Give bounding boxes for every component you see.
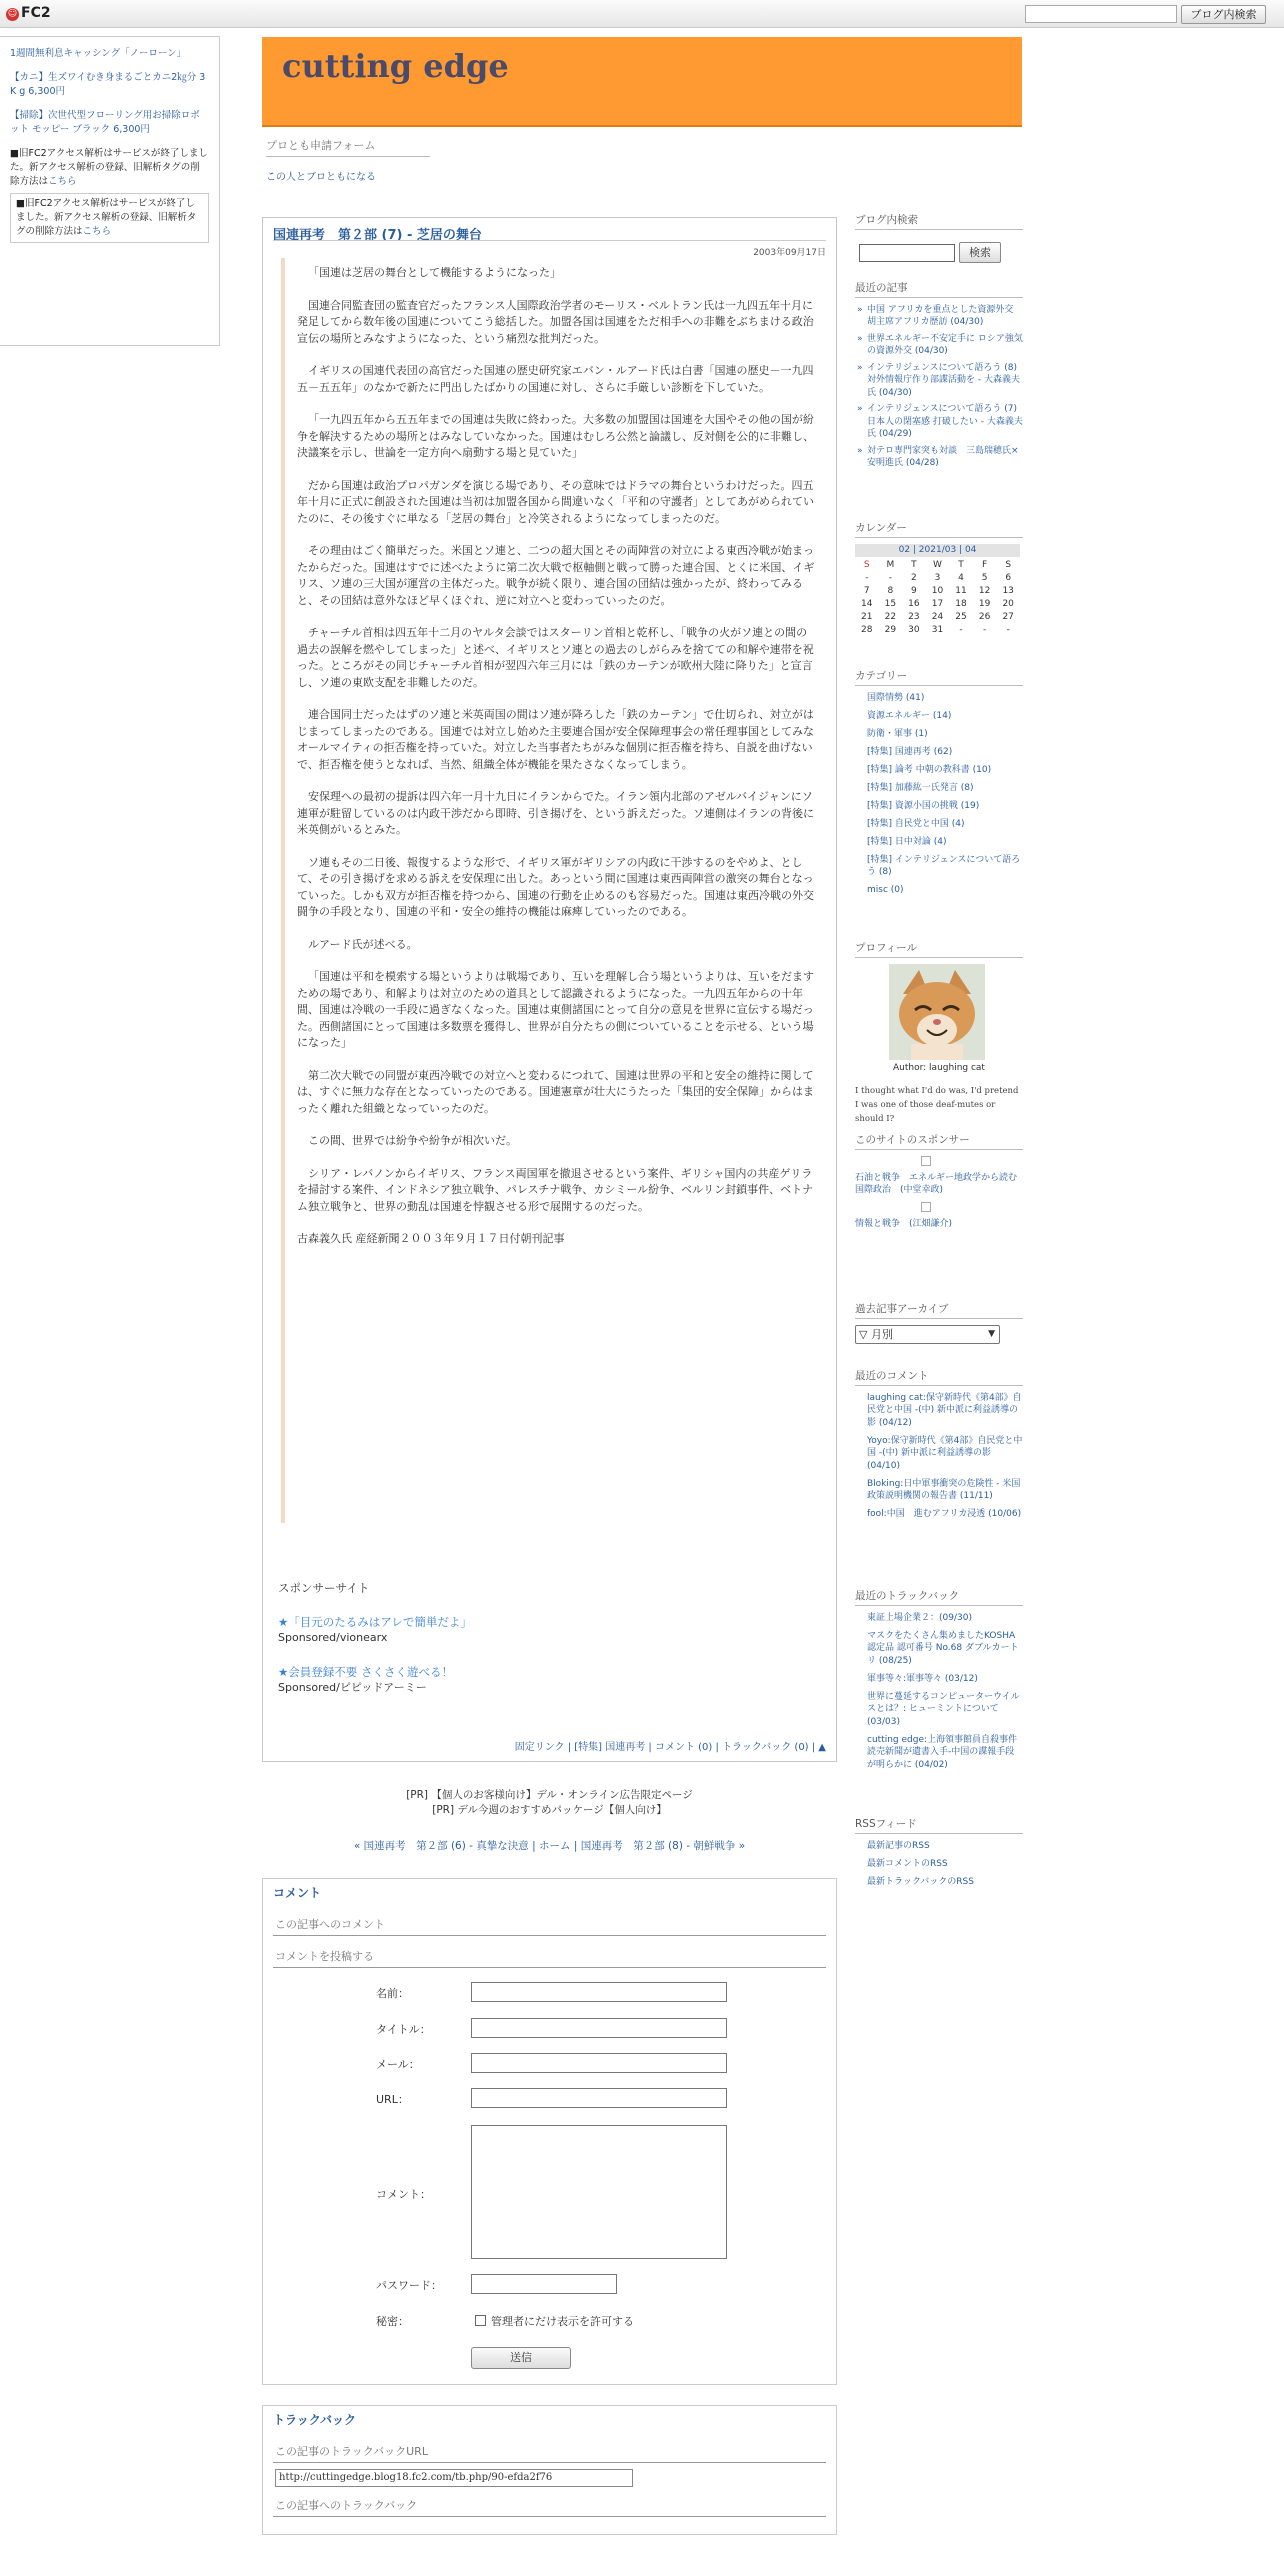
author-name: Author: laughing cat [893, 1062, 985, 1073]
post-date: 2003年09月17日 [753, 248, 826, 258]
pr-links [262, 1788, 837, 1818]
day: 5 [981, 572, 988, 583]
source-credit: 古森義久氏 産経新聞２００３年９月１７日付朝刊記事 [297, 1232, 565, 1245]
secret-option [475, 2313, 634, 2329]
weekday: S [1005, 559, 1012, 570]
paragraph: だから国連は政治プロパガンダを演じる場であり、その意味ではドラマの舞台というわけだった。四五年十月に正式に創設された国連は当初は加盟各国から間違いなく「平和の守護者」としてあがめられていたのに、その後すぐに単なる「芝居の舞台」と冷笑されるようになってしまったのだ。 [297, 478, 814, 525]
weekday: F [982, 559, 988, 570]
recent-comment-link[interactable]: Yoyo:保守新時代《第4部》自民党と中国 -(中) 新中派に利益誘導の影 (04/10) [867, 1435, 1023, 1471]
recent-comment-link[interactable]: laughing cat:保守新時代《第4部》自民党と中国 -(中) 新中派に利益誘導の影 (04/12) [867, 1392, 1022, 1428]
paragraph: ルアード氏が述べる。 [308, 937, 418, 951]
trackback-url-field[interactable]: http://cuttingedge.blog18.fc2.com/tb.php/90-efda2f76 [275, 2469, 633, 2487]
day: - [982, 624, 987, 635]
subject-label: タイトル： [376, 2023, 431, 2036]
recent-post-link[interactable]: インテリジェンスについて語ろう (8) 対外情報庁作り部諜活動を - 大森義夫氏 (04/30) [867, 362, 1020, 398]
recent-trackback-link[interactable]: 世界に蔓延するコンピューターウイルスとは？: ヒューミントについて (03/03) [867, 1691, 1020, 1727]
recent-posts-heading: 最近の記事 [855, 282, 1023, 298]
category-link[interactable]: [特集] 国連再考 (62) [867, 746, 953, 757]
blog-search-input[interactable] [1025, 5, 1177, 23]
day: 19 [978, 598, 991, 609]
paragraph: 安保理への最初の提訴は四六年一月十九日にイランからでた。イラン領内北部のアゼルバイジャンにソ連軍が駐留しているのは内政干渉だから即時、引き揚げを、という訴えだった。ソ連側はイランの背後に米英側がいるとみた。 [297, 790, 814, 836]
email-field[interactable] [471, 2053, 727, 2073]
day: 21 [861, 611, 873, 622]
sponsor-book-link[interactable]: 情報と戦争 (江畑謙介) [855, 1218, 953, 1229]
search-heading: ブログ内検索 [855, 214, 1023, 230]
weekday: T [911, 559, 917, 570]
cat-avatar [889, 964, 985, 1060]
category-link[interactable]: misc (0) [867, 885, 904, 895]
recent-comments-widget [855, 1370, 1023, 1526]
logo-text: FC2 [21, 5, 51, 21]
sponsored-source: Sponsored/ピピッドアーミー [278, 1681, 427, 1694]
sponsored-ad-link[interactable]: ★「目元のたるみはアレで簡単だよ」 [278, 1615, 472, 1629]
day: 6 [1005, 572, 1012, 583]
day: - [959, 624, 963, 635]
paragraph: 「国連は平和を模索する場というよりは戦場であり、互いを理解し合う場というよりは、互いをだますための場であり、和解よりは対立のための道具として認識されるようになった。一九四五年からの十年間、国連は冷戦の一手段に過ぎなくなった。国連は東側諸国にとって自分の意見を世界に宣伝する場だった。西側諸国にとって国連は多数票を獲得し、世界が自分たちの側についていることを示せる、という場になった」 [297, 970, 814, 1049]
pr-link[interactable]: [PR] デル今週のおすすめパッケージ【個人向け】 [432, 1804, 667, 1816]
day: 10 [931, 585, 944, 596]
paragraph: ソ連もその二日後、報復するような形で、イギリス軍がギリシアの内政に干渉するのをやめよ、として、その引き揚げを求める訴えを安保理に出した。あっという間に国連は東西両陣営の激突の舞台となっていった。しかも双方が拒否権を持つから、国連の行動を止めるのも容易だった。国連は東西冷戦の外交闘争の手段となり、国連の平和・安全の維持の機能は麻痺していったのである。 [297, 855, 814, 918]
recent-trackback-link[interactable]: cutting edge:上海領事館員自殺事件 読売新聞が遺書入手-中国の諜報手段が明らかに (04/02) [867, 1734, 1027, 1770]
day: 28 [861, 624, 873, 635]
profile-form-heading: プロとも申請フォーム [266, 137, 430, 157]
day: 4 [958, 572, 964, 583]
day: 20 [1002, 598, 1014, 609]
day: 31 [931, 624, 944, 635]
paragraph: 「一九四五年から五五年までの国連は失敗に終わった。大多数の加盟国は国連を大国やその他の国が紛争を解決するための場所とはみなしていなかった。国連はむしろ公然と論議し、反対側を公的に非難し、決議案を示し、世論を一定方向へ扇動する場と見ていた」 [297, 413, 814, 459]
search-widget [855, 214, 1023, 259]
category-link[interactable]: [特集] 論考 中朝の教科書 (10) [867, 764, 992, 775]
recent-trackbacks-heading: 最近のトラックバック [855, 1590, 1023, 1606]
ad-link-crab[interactable]: 【カニ】生ズワイむき身まるごとカニ2㎏分 3 K g 6,300円 [10, 72, 206, 97]
day: 22 [884, 611, 897, 622]
notice-link-2[interactable]: こちら [82, 226, 112, 237]
recent-comment-link[interactable]: Bloking:日中軍事衝突の危険性 - 米国政策説明機関の報告書 (11/11) [867, 1478, 1021, 1501]
submit-button[interactable]: 送信 [471, 2347, 571, 2369]
email-label: メール： [376, 2058, 420, 2071]
day: - [888, 572, 892, 583]
category-link[interactable]: [特集] 加藤紘一氏発言 (8) [867, 782, 974, 793]
sponsored-source: Sponsored/vionearx [278, 1631, 388, 1644]
paragraph: シリア・レバノンからイギリス、フランス両国軍を撤退させるという案件、ギリシャ国内の共産ゲリラを掃討する案件、インドネシア独立戦争、パレスチナ戦争、カシミール紛争、ベルリン封鎖事件、ベトナム独立戦争と、世界の動乱は国連を悖観させる形で展開するのだった。 [297, 1166, 814, 1213]
category-link[interactable]: 防衛・軍事 (1) [867, 728, 928, 739]
day: 15 [884, 598, 897, 609]
comment-list-heading: この記事へのコメント [273, 1906, 826, 1936]
analytics-notice [10, 147, 209, 189]
trackback-url-heading: この記事のトラックバックURL [273, 2433, 826, 2463]
day: 7 [863, 585, 870, 596]
recent-trackbacks-widget [855, 1590, 1027, 1777]
day: 12 [978, 585, 991, 596]
pr-link[interactable]: [PR] 【個人のお客様向け】デル・オンライン広告限定ページ [406, 1789, 693, 1801]
day: 9 [911, 585, 917, 596]
weekday: W [933, 559, 942, 570]
comment-section [262, 1878, 837, 2385]
secret-checkbox-label: 管理者にだけ表示を許可する [491, 2315, 634, 2328]
day: 26 [978, 611, 991, 622]
rss-heading: RSSフィード [855, 1818, 1023, 1834]
chevron-down-icon: ▼ [988, 1328, 995, 1339]
rss-link[interactable]: 最新コメントのRSS [867, 1858, 948, 1869]
sponsor-heading: このサイトのスポンサー [855, 1134, 1023, 1150]
weekday: S [863, 559, 870, 570]
fc2-logo[interactable] [6, 5, 51, 21]
paragraph: イギリスの国連代表団の高官だった国連の歴史研究家エバン・ルアード氏は白書「国連の歴史－一九四五－五五年」のなかで新たに門出したばかりの国連に対し、さらに手厳しい診断を下していた。 [297, 364, 814, 394]
day: 11 [955, 585, 967, 596]
recent-post-link[interactable]: インテリジェンスについて語ろう (7) 日本人の閉塞感 打破したい - 大森義夫氏 (04/29) [867, 404, 1023, 439]
author-bio: I thought what I'd do was, I'd pretend I was one of those deaf-mutes or should I? [855, 1086, 1019, 1124]
day: 23 [908, 611, 920, 622]
sidebar-search-button[interactable]: 検索 [959, 242, 1001, 263]
sponsor-image-icon [921, 1156, 931, 1166]
archive-heading: 過去記事アーカイブ [855, 1303, 1023, 1319]
post-entry [262, 217, 837, 1762]
recent-comments-heading: 最近のコメント [855, 1370, 1023, 1386]
sponsor-book-link[interactable]: 石油と戦争 エネルギー地政学から読む国際政治 (中堂幸政) [855, 1172, 1018, 1195]
post-body [281, 258, 824, 1523]
weekday: M [886, 559, 895, 570]
paragraph: その理由はごく簡単だった。米国とソ連と、二つの超大国とその両陣営の対立による東西冷戦が始まったからだった。国連はすでに述べたように第二次大戦で枢軸側と戦って勝った連合国、とくに米国、イギリス、ソ連の三大国が運営の主体だった。戦争が続く限り、連合国の団結は強かったが、終わってみると、その団結は意外なほど早くほぐれ、逆に対立へと変わっていったのだ。 [297, 544, 815, 607]
sidebar-search-input[interactable] [859, 244, 955, 262]
pager-nav [262, 1838, 837, 1853]
day: 29 [884, 624, 897, 635]
rss-widget [855, 1818, 1023, 1894]
site-sponsor-widget [855, 1134, 1023, 1232]
become-friend-link[interactable]: この人とブロともになる [266, 172, 376, 183]
day: 27 [1002, 611, 1014, 622]
recent-comment-link[interactable]: fool:中国 進むアフリカ浸透 (10/06) [867, 1509, 1022, 1519]
blog-title[interactable]: cutting edge [282, 47, 509, 85]
comment-form-heading: コメントを投稿する [273, 1936, 826, 1968]
password-label: パスワード： [376, 2279, 442, 2292]
post-footer-links[interactable]: 固定リンク | [特集] 国連再考 | コメント (0) | トラックバック (0) | ▲ [514, 1742, 826, 1753]
trackback-section [262, 2405, 837, 2535]
subject-field[interactable] [471, 2018, 727, 2038]
archive-select-value: ▽ 月別 [859, 1327, 893, 1341]
trackback-heading: トラックバック [273, 2413, 357, 2427]
recent-trackback-link[interactable]: 軍事等々:軍事等々 (03/12) [867, 1673, 978, 1684]
archive-widget [855, 1303, 1023, 1344]
day: 24 [931, 611, 944, 622]
paragraph: 連合国同士だったはずのソ連と米英両国の間はソ連が降ろした「鉄のカーテン」で仕切られ、対立がはじまってしまったのである。国連では対立し始めた主要連合国が安全保障理事会の常任理事国としてみなオールマイティの拒否権を持っていた。対立した当事者たちがみな個別に拒否権を持ち、自説を曲げないで、拒否権を使うとなれば、当然、組織全体が機能を果たさなくなってしまう。 [297, 708, 814, 771]
rss-link[interactable]: 最新トラックバックのRSS [867, 1876, 974, 1887]
ad-link-robot[interactable]: 【掃除】次世代型フローリング用お掃除ロボット モッピー ブラック 6,300円 [10, 110, 200, 135]
weekday: T [958, 559, 964, 570]
post-title[interactable]: 国連再考 第２部 (7) - 芝居の舞台 [273, 228, 482, 243]
rss-link[interactable]: 最新記事のRSS [867, 1840, 930, 1851]
paragraph: 「国連は芝居の舞台として機能するようになった」 [308, 266, 561, 279]
day: 18 [955, 598, 967, 609]
calendar-heading: カレンダー [855, 522, 1023, 538]
day: 30 [908, 624, 920, 635]
calendar-grid [855, 559, 1020, 637]
notice-link[interactable]: こちら [48, 176, 77, 187]
category-widget [855, 670, 1023, 902]
day: 8 [887, 585, 894, 596]
comment-heading: コメント [273, 1886, 322, 1900]
secret-checkbox[interactable] [475, 2315, 486, 2326]
blog-search-button[interactable]: ブログ内検索 [1181, 5, 1266, 24]
name-label: 名前： [376, 1987, 409, 2000]
analytics-notice-box [10, 193, 209, 243]
password-field[interactable] [471, 2274, 617, 2294]
category-link[interactable]: [特集] 資源小国の挑戦 (19) [867, 800, 980, 811]
category-heading: カテゴリー [855, 670, 1023, 686]
sponsored-ad-link[interactable]: ★会員登録不要 さくさく遊べる！ [278, 1665, 453, 1679]
trackback-list-heading: この記事へのトラックバック [273, 2487, 826, 2517]
day: 25 [955, 611, 967, 622]
recent-post-link[interactable]: 対テロ専門家突も対談 三島瑞穂氏×安明進氏 (04/28) [867, 445, 1019, 468]
day: 16 [908, 598, 920, 609]
recent-trackback-link[interactable]: 東証上場企業２：(09/30) [867, 1612, 972, 1623]
left-ad-panel [0, 36, 220, 346]
day: 2 [911, 572, 917, 583]
sponsored-heading: スポンサーサイト [278, 1581, 370, 1595]
pager-links[interactable]: « 国連再考 第２部 (6) - 真摯な決意 | ホーム | 国連再考 第２部 (8) - 朝鮮戦争 » [353, 1840, 746, 1852]
secret-label: 秘密： [376, 2315, 409, 2328]
fc2-logo-icon: ☺ [7, 9, 18, 19]
paragraph: チャーチル首相は四五年十二月のヤルタ会談ではスターリン首相と乾杯し、「戦争の火がソ連との間の過去の誤解を燃やしてしまった」と述べ、イギリスとソ連との過去のしがらみを捨てての和解や連帯を祝った。ところがその同じチャーチル首相が翌四六年三月には「鉄のカーテンが欧州大陸に降りた」と宣言し、ソ連の東欧支配を非難したのだ。 [297, 626, 814, 689]
recent-post-link[interactable]: 中国 アフリカを重点とした資源外交 胡主席アフリカ歴訪 (04/30) [867, 304, 1014, 327]
fc2-topbar [0, 0, 1284, 28]
category-link[interactable]: [特集] 日中対論 (4) [867, 836, 947, 847]
recent-trackback-link[interactable]: マスクをたくさん集めましたKOSHA認定品 認可番号 No.68 ダブルカートリ (08/25) [867, 1630, 1019, 1666]
category-link[interactable]: 資源エネルギー (14) [867, 710, 952, 721]
day: 17 [931, 598, 944, 609]
profile-widget [855, 942, 1023, 1126]
paragraph: 国連合同監査団の監査官だったフランス人国際政治学者のモーリス・ベルトラン氏は一九四五年十月に発足してから数年後の国連についてこう総括した。加盟各国は国連をただ相手への非難をぶちまける政治宣伝の場所とみなすようになった、という痛烈な批判だった。 [297, 298, 814, 345]
calendar-nav[interactable]: 02 | 2021/03 | 04 [855, 544, 1020, 557]
calendar-widget [855, 522, 1023, 637]
comment-textarea[interactable] [471, 2125, 727, 2259]
ad-link-noloan[interactable]: 1週間無利息キャッシング「ノーローン」 [10, 48, 187, 59]
paragraph: 第二次大戦での同盟が東西冷戦での対立へと変わるにつれて、国連は世界の平和と安全の維持に関しては、すぐに無力な存在となっていったのである。国連憲章が壮大にうたった「集団的安全保障」からはまったく離れた組織となっていったのだ。 [297, 1068, 814, 1115]
archive-select[interactable] [855, 1325, 1000, 1344]
name-field[interactable] [471, 1982, 727, 2002]
day: 13 [1002, 585, 1014, 596]
sponsored-section [278, 1580, 818, 1696]
notice-text-2: ■旧FC2アクセス解析はサービスが終了しました。新アクセス解析の登録、旧解析タグの削除方法は [16, 198, 197, 237]
sponsor-image-icon [921, 1202, 931, 1212]
profile-heading: プロフィール [855, 942, 1023, 958]
recent-post-link[interactable]: 世界エネルギー不安定手に ロシア強気の資源外交 (04/30) [867, 333, 1023, 356]
blog-header [262, 37, 1022, 127]
category-link[interactable]: [特集] インテリジェンスについて語ろう (8) [867, 854, 1021, 877]
day: - [1006, 624, 1010, 635]
day: 3 [934, 572, 941, 583]
url-field[interactable] [471, 2088, 727, 2108]
category-link[interactable]: 国際情勢 (41) [867, 692, 925, 703]
title-divider [273, 240, 826, 241]
day: 14 [861, 598, 873, 609]
url-label: URL： [376, 2093, 409, 2106]
notice-text: ■旧FC2アクセス解析はサービスが終了しました。新アクセス解析の登録、旧解析タグの削除方法は [10, 148, 208, 187]
comment-label: コメント： [376, 2188, 431, 2201]
day: - [865, 572, 869, 583]
paragraph: この間、世界では紛争や紛争が相次いだ。 [308, 1134, 517, 1147]
recent-posts-widget [855, 282, 1023, 474]
category-link[interactable]: [特集] 自民党と中国 (4) [867, 818, 965, 829]
